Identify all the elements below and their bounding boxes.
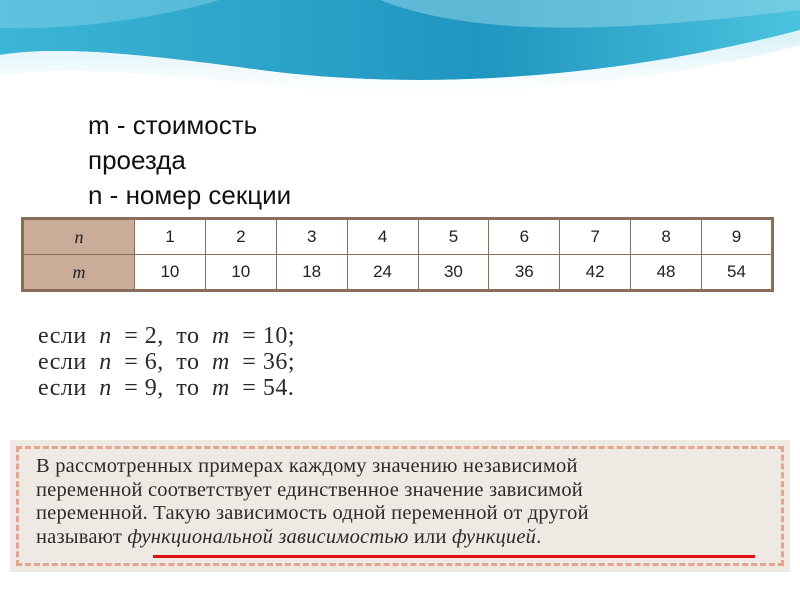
note-line: переменной. Такую зависимость одной переменной от другой [36, 502, 589, 524]
example-line [38, 323, 295, 349]
table-cell: 3 [276, 219, 347, 255]
table-cell: 48 [631, 255, 702, 291]
table-cell: 7 [560, 219, 631, 255]
example-value: = 36; [242, 349, 295, 375]
example-if: если [38, 323, 87, 349]
definition-m-continued: проезда [88, 145, 186, 175]
table-cell: 10 [135, 255, 206, 291]
note-text-fragment: называют [36, 525, 128, 548]
example-line [38, 375, 295, 401]
examples-block [38, 323, 295, 401]
variable-definitions [88, 108, 291, 213]
example-value: = 54. [242, 375, 295, 401]
row-header-m: m [23, 255, 135, 291]
table-cell: 42 [560, 255, 631, 291]
table-cell: 36 [489, 255, 560, 291]
example-value: = 6, [124, 349, 164, 375]
table-cell: 10 [205, 255, 276, 291]
table-cell: 4 [347, 219, 418, 255]
definition-note-box [10, 440, 790, 572]
row-header-n: n [23, 219, 135, 255]
table-cell: 5 [418, 219, 489, 255]
table-cell: 9 [702, 219, 773, 255]
term-function: функцией [451, 525, 537, 548]
table-cell: 24 [347, 255, 418, 291]
example-then: то [176, 323, 200, 349]
note-text-fragment: . [536, 525, 542, 548]
table-cell: 18 [276, 255, 347, 291]
table-cell: 1 [135, 219, 206, 255]
definition-n: n - номер секции [88, 180, 292, 210]
example-value: = 10; [242, 323, 295, 349]
definition-m: m - стоимость [88, 110, 258, 140]
table-row-m [23, 255, 773, 291]
table-cell: 8 [631, 219, 702, 255]
example-variable: m [211, 323, 230, 349]
note-line: В рассмотренных примерах каждому значению независимой [36, 455, 578, 477]
header-wave-decoration [0, 0, 800, 100]
example-value: = 2, [124, 323, 164, 349]
table-row-n [23, 219, 773, 255]
example-line [38, 349, 295, 375]
example-then: то [176, 375, 200, 401]
example-value: = 9, [124, 375, 164, 401]
example-variable: m [211, 375, 230, 401]
note-text-fragment: или [408, 525, 452, 548]
values-table [21, 217, 774, 292]
term-functional-dependence: функциональной зависимостью [127, 525, 409, 548]
example-variable: n [99, 349, 112, 375]
example-if: если [38, 349, 87, 375]
note-line: переменной соответствует единственное значение зависимой [36, 478, 583, 501]
note-line [36, 526, 781, 550]
example-variable: n [99, 323, 112, 349]
example-if: если [38, 375, 87, 401]
example-then: то [176, 349, 200, 375]
table-cell: 6 [489, 219, 560, 255]
note-text [36, 455, 781, 549]
table-cell: 2 [205, 219, 276, 255]
example-variable: n [99, 375, 112, 401]
table-cell: 54 [702, 255, 773, 291]
table-cell: 30 [418, 255, 489, 291]
red-underline [153, 555, 755, 558]
example-variable: m [211, 349, 230, 375]
